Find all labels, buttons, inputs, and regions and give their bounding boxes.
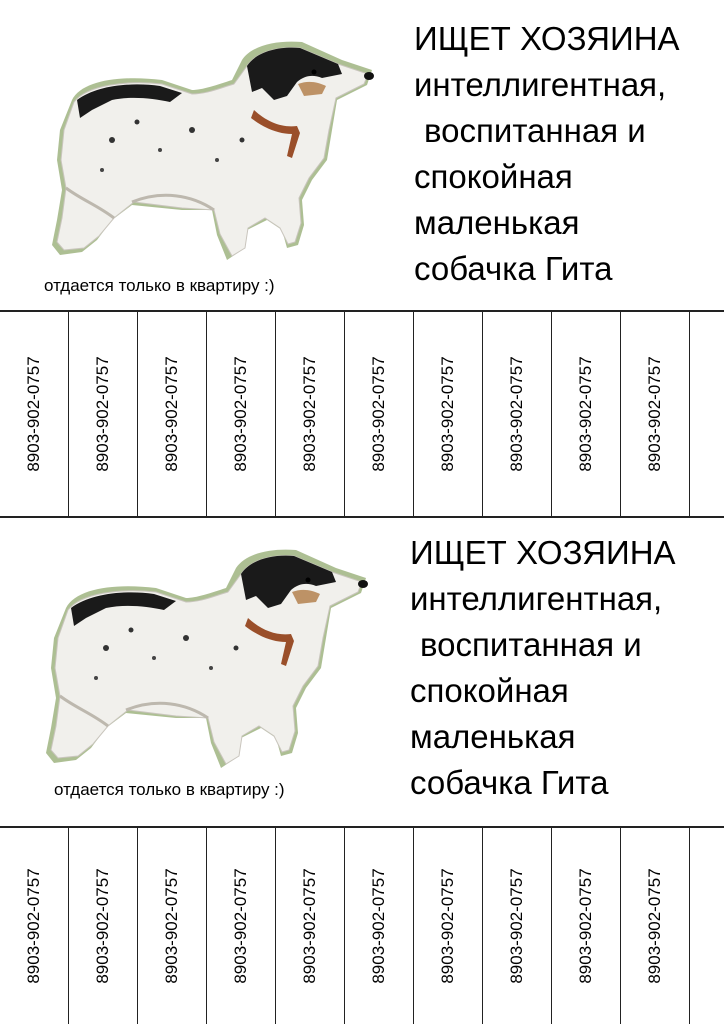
tear-off-strip[interactable] bbox=[138, 312, 207, 516]
tear-off-strip[interactable] bbox=[138, 828, 207, 1024]
phone-number: 8903-902-0757 bbox=[93, 868, 112, 984]
headline-title: ИЩЕТ ХОЗЯИНА bbox=[414, 20, 680, 57]
tear-off-strip[interactable] bbox=[207, 828, 276, 1024]
tear-off-strips bbox=[0, 310, 724, 518]
dog-photo bbox=[42, 30, 387, 275]
tear-off-strip[interactable] bbox=[69, 828, 138, 1024]
phone-number: 8903-902-0757 bbox=[507, 356, 526, 472]
phone-number: 8903-902-0757 bbox=[369, 868, 388, 984]
headline-line: маленькая bbox=[414, 204, 580, 241]
tear-off-strip[interactable] bbox=[345, 312, 414, 516]
dog-photo bbox=[36, 538, 381, 783]
phone-number: 8903-902-0757 bbox=[231, 868, 250, 984]
phone-number: 8903-902-0757 bbox=[438, 868, 457, 984]
flyer-headline bbox=[414, 16, 680, 292]
tear-off-strip[interactable] bbox=[552, 312, 621, 516]
flyer-headline bbox=[410, 530, 676, 806]
headline-line: собачка Гита bbox=[410, 764, 609, 801]
tear-off-strip[interactable] bbox=[483, 828, 552, 1024]
tear-off-strip[interactable] bbox=[207, 312, 276, 516]
headline-line: интеллигентная, bbox=[410, 580, 663, 617]
tear-off-strip[interactable] bbox=[414, 312, 483, 516]
tear-off-strip[interactable] bbox=[276, 828, 345, 1024]
tear-off-strip[interactable] bbox=[621, 312, 690, 516]
phone-number: 8903-902-0757 bbox=[438, 356, 457, 472]
phone-number: 8903-902-0757 bbox=[162, 868, 181, 984]
tear-off-strip[interactable] bbox=[483, 312, 552, 516]
tear-off-strip[interactable] bbox=[345, 828, 414, 1024]
headline-line: собачка Гита bbox=[414, 250, 613, 287]
tear-off-strip[interactable] bbox=[276, 312, 345, 516]
phone-number: 8903-902-0757 bbox=[24, 868, 43, 984]
phone-number: 8903-902-0757 bbox=[24, 356, 43, 472]
headline-line: спокойная bbox=[414, 158, 573, 195]
phone-number: 8903-902-0757 bbox=[93, 356, 112, 472]
tear-off-strip[interactable] bbox=[0, 828, 69, 1024]
phone-number: 8903-902-0757 bbox=[369, 356, 388, 472]
headline-title: ИЩЕТ ХОЗЯИНА bbox=[410, 534, 676, 571]
phone-number: 8903-902-0757 bbox=[576, 868, 595, 984]
flyer-bottom bbox=[0, 518, 724, 1024]
headline-line: маленькая bbox=[410, 718, 576, 755]
phone-number: 8903-902-0757 bbox=[645, 356, 664, 472]
tear-off-strip[interactable] bbox=[0, 312, 69, 516]
apartment-only-note: отдается только в квартиру :) bbox=[54, 780, 285, 799]
phone-number: 8903-902-0757 bbox=[576, 356, 595, 472]
tear-off-strip[interactable] bbox=[69, 312, 138, 516]
phone-number: 8903-902-0757 bbox=[507, 868, 526, 984]
phone-number: 8903-902-0757 bbox=[645, 868, 664, 984]
tear-off-strips bbox=[0, 826, 724, 1024]
tear-off-strip[interactable] bbox=[414, 828, 483, 1024]
headline-line: спокойная bbox=[410, 672, 569, 709]
phone-number: 8903-902-0757 bbox=[231, 356, 250, 472]
headline-line: воспитанная и bbox=[420, 626, 642, 663]
phone-number: 8903-902-0757 bbox=[300, 868, 319, 984]
phone-number: 8903-902-0757 bbox=[300, 356, 319, 472]
tear-off-strip[interactable] bbox=[621, 828, 690, 1024]
phone-number: 8903-902-0757 bbox=[162, 356, 181, 472]
apartment-only-note: отдается только в квартиру :) bbox=[44, 276, 275, 295]
headline-line: воспитанная и bbox=[424, 112, 646, 149]
tear-off-strip[interactable] bbox=[552, 828, 621, 1024]
headline-line: интеллигентная, bbox=[414, 66, 667, 103]
